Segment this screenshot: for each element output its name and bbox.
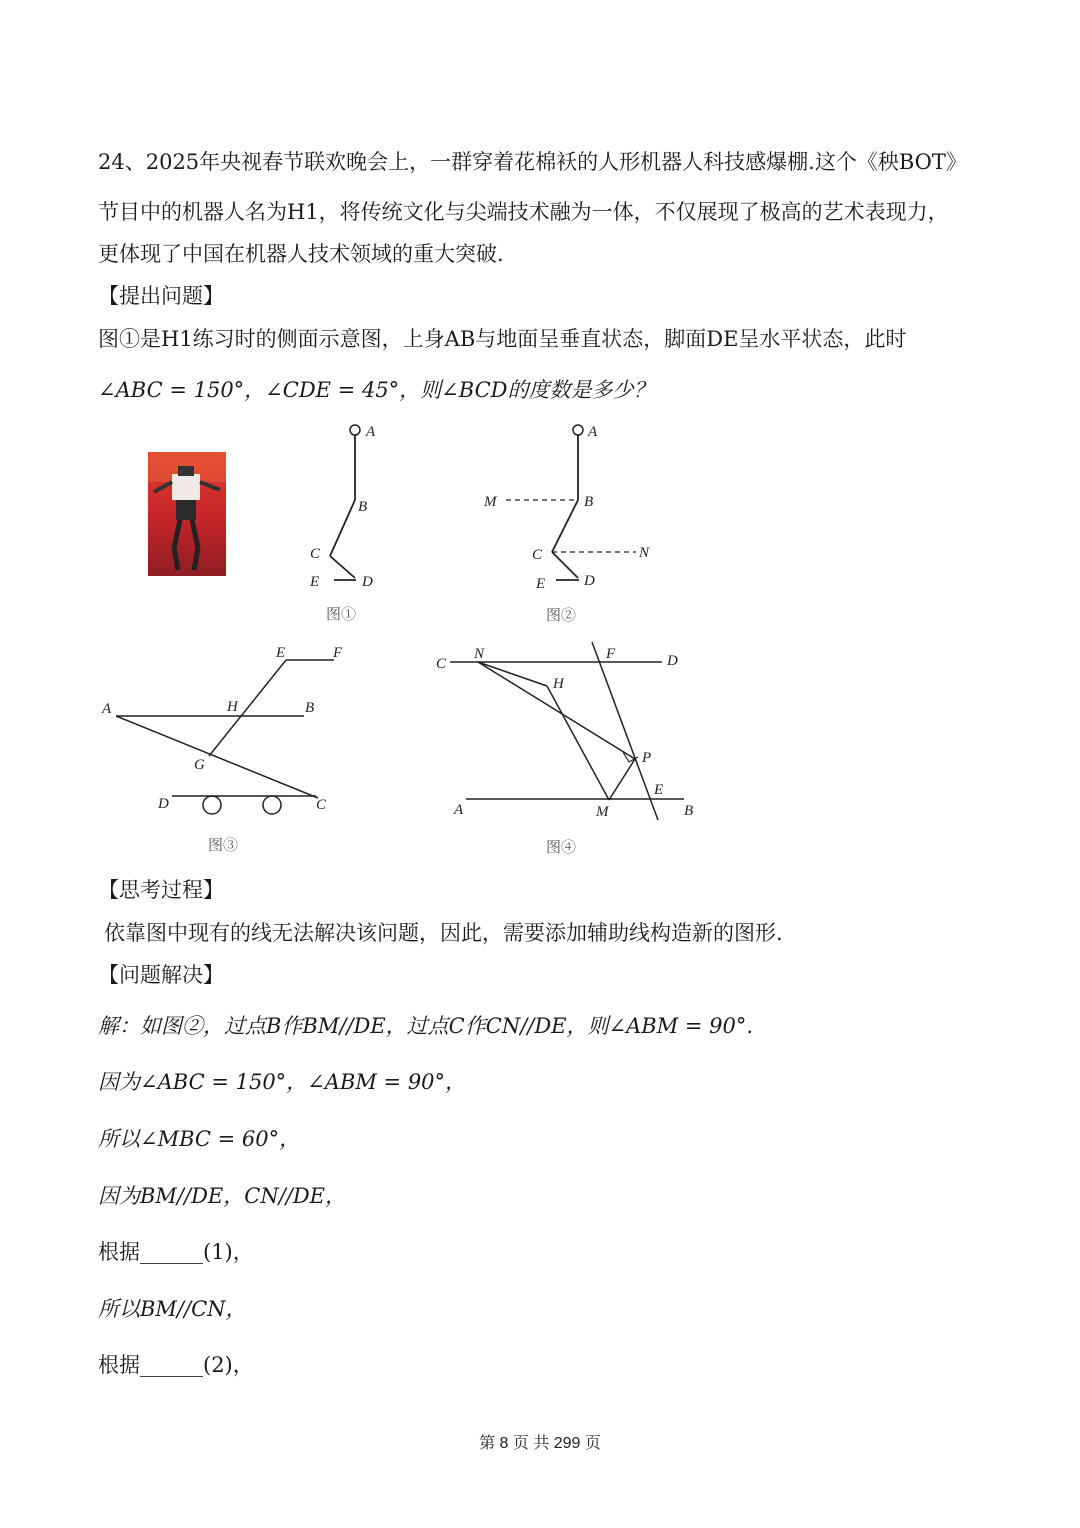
fig3-label-f: F xyxy=(333,645,343,661)
fig2-label-b: B xyxy=(584,494,594,510)
figure-4 xyxy=(430,638,710,862)
question-line-2: ∠ABC = 150°，∠CDE = 45°，则∠BCD的度数是多少？ xyxy=(98,378,655,402)
fig3-label-a: A xyxy=(102,701,112,717)
fig4-label-n: N xyxy=(474,646,485,662)
fig4-label-c: C xyxy=(436,656,447,672)
fig4-label-m: M xyxy=(596,804,609,820)
fig3-label-d: D xyxy=(158,796,169,812)
fig4-label-h: H xyxy=(553,676,564,692)
fig3-label-h: H xyxy=(227,699,238,715)
fig1-label-c: C xyxy=(310,546,321,562)
page-footer: 第 8 页 共 299 页 xyxy=(479,1435,601,1452)
figure-3 xyxy=(96,640,346,860)
solution-line-7: 根据______(2)， xyxy=(98,1353,254,1377)
fig4-label-a: A xyxy=(454,802,464,818)
fig2-label-m: M xyxy=(484,494,497,510)
fig2-caption: 图② xyxy=(546,608,577,624)
fig2-label-e: E xyxy=(536,576,546,592)
fig1-caption: 图① xyxy=(326,607,357,623)
question-line-1: 图①是H1练习时的侧面示意图，上身AB与地面呈垂直状态，脚面DE呈水平状态，此时 xyxy=(98,327,907,351)
fig3-label-e: E xyxy=(276,645,286,661)
fig4-label-e: E xyxy=(654,782,664,798)
section-thinking-heading: 【思考过程】 xyxy=(98,878,224,902)
fig3-caption: 图③ xyxy=(208,838,239,854)
fig1-label-a: A xyxy=(366,424,376,440)
solution-line-1: 解：如图②，过点B作BM//DE，过点C作CN//DE，则∠ABM = 90°. xyxy=(98,1014,754,1038)
fig4-label-b: B xyxy=(684,803,694,819)
section-solve-heading: 【问题解决】 xyxy=(98,963,224,987)
fig2-label-c: C xyxy=(532,547,543,563)
thinking-text: 依靠图中现有的线无法解决该问题，因此，需要添加辅助线构造新的图形. xyxy=(104,921,783,945)
fig3-label-g: G xyxy=(194,757,205,773)
fig1-label-d: D xyxy=(362,574,373,590)
robot-photo xyxy=(148,452,226,576)
figure-2 xyxy=(478,418,668,628)
solution-line-2: 因为∠ABC = 150°，∠ABM = 90°， xyxy=(98,1070,467,1094)
fig4-label-p: P xyxy=(642,750,652,766)
fig4-label-f: F xyxy=(606,646,616,662)
fig2-label-n: N xyxy=(639,545,650,561)
problem-intro-line-3: 更体现了中国在机器人技术领域的重大突破. xyxy=(98,242,504,266)
section-question-heading: 【提出问题】 xyxy=(98,284,224,308)
fig1-label-b: B xyxy=(358,499,368,515)
solution-line-5: 根据______(1)， xyxy=(98,1240,254,1264)
fig2-label-d: D xyxy=(584,573,595,589)
fig4-label-d: D xyxy=(667,653,678,669)
fig1-label-e: E xyxy=(310,574,320,590)
solution-line-3: 所以∠MBC = 60°， xyxy=(98,1127,301,1151)
fig4-caption: 图④ xyxy=(546,840,577,856)
problem-intro-line-2: 节目中的机器人名为H1，将传统文化与尖端技术融为一体，不仅展现了极高的艺术表现力， xyxy=(98,200,949,224)
figure-1 xyxy=(300,418,400,628)
solution-line-6: 所以BM//CN， xyxy=(98,1297,247,1321)
problem-intro-line-1: 24、2025年央视春节联欢晚会上，一群穿着花棉袄的人形机器人科技感爆棚.这个《秧BOT》 xyxy=(98,150,967,174)
fig3-label-c: C xyxy=(316,797,327,813)
fig3-label-b: B xyxy=(305,700,315,716)
fig2-label-a: A xyxy=(588,424,598,440)
solution-line-4: 因为BM//DE，CN//DE， xyxy=(98,1184,347,1208)
